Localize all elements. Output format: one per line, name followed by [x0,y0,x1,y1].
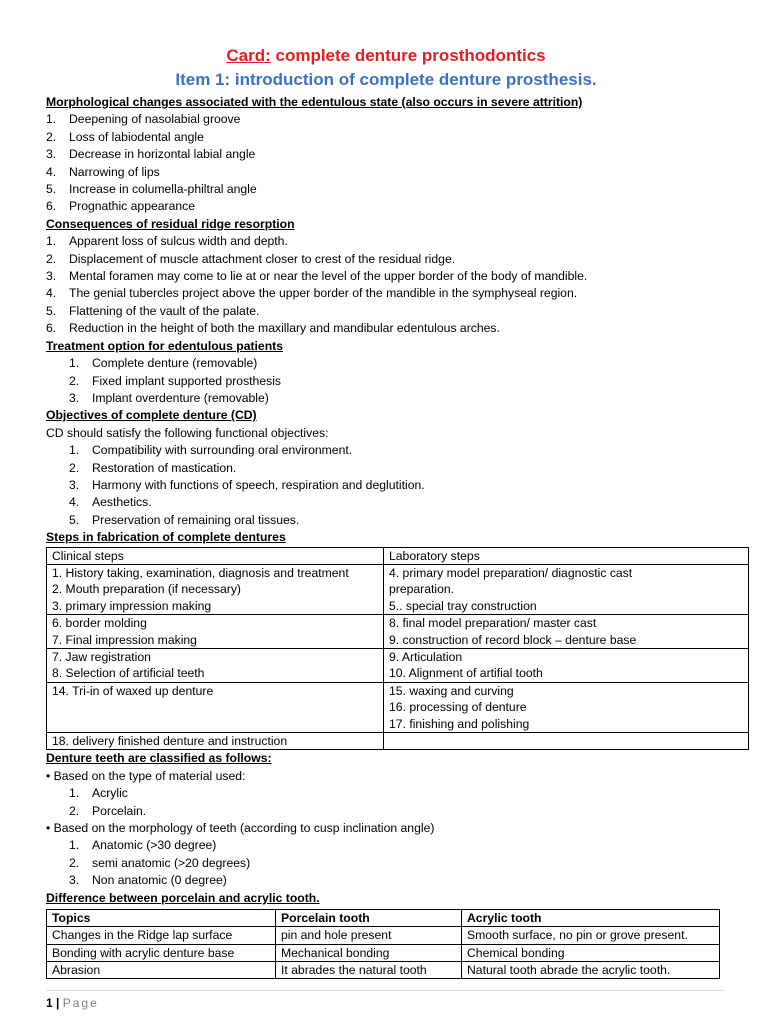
list-item: 3. Implant overdenture (removable) [69,390,269,405]
morphology-label: • Based on the morphology of teeth (according to cusp inclination angle) [46,821,435,836]
table-cell: 6. border molding 7. Final impression making [47,615,384,649]
material-list [46,785,726,820]
list-item: 5. Preservation of remaining oral tissues. [69,512,300,527]
material-label: • Based on the type of material used: [46,768,246,783]
list-item: 3. Harmony with functions of speech, respiration and deglutition. [69,477,425,492]
page-content [46,44,726,979]
list-item: 4. The genial tubercles project above the upper border of the mandible in the symphyseal region. [46,286,578,301]
table-cell: Changes in the Ridge lap surface [47,927,276,944]
list-item: 2. Displacement of muscle attachment closer to crest of the residual ridge. [46,251,456,266]
list-item: 6. Reduction in the height of both the maxillary and mandibular edentulous arches. [46,321,500,336]
table-cell: pin and hole present [276,927,462,944]
table-cell: 4. primary model preparation/ diagnostic cast preparation. 5.. special tray construction [384,564,749,614]
list-item: 3. Non anatomic (0 degree) [69,873,227,888]
list-item: 1. Acrylic [69,786,128,801]
list-item: 1. Apparent loss of sulcus width and depth. [46,234,288,249]
resorption-heading: Consequences of residual ridge resorption [46,216,295,231]
list-item: 6. Prognathic appearance [46,199,196,214]
steps-table [46,547,749,751]
steps-heading: Steps in fabrication of complete dentures [46,530,286,545]
table-header-cell: Acrylic tooth [462,910,720,927]
list-item: 2. semi anatomic (>20 degrees) [69,855,251,870]
treatment-list [46,355,726,407]
page-footer [46,990,724,1012]
table-cell: 8. final model preparation/ master cast 9. construction of record block – denture base [384,615,749,649]
difference-heading: Difference between porcelain and acrylic tooth. [46,890,320,905]
table-cell: It abrades the natural tooth [276,961,462,978]
list-item: 1. Anatomic (>30 degree) [69,838,217,853]
difference-table [46,909,720,979]
item-title: Item 1: introduction of complete denture prosthesis. [175,70,597,89]
list-item: 5. Flattening of the vault of the palate. [46,303,260,318]
objectives-intro: CD should satisfy the following functional objectives: [46,425,329,440]
morph-heading: Morphological changes associated with the edentulous state (also occurs in severe attrition) [46,95,583,109]
table-header-cell: Laboratory steps [384,547,749,564]
table-cell: Natural tooth abrade the acrylic tooth. [462,961,720,978]
morphology-list [46,837,726,889]
objectives-heading: Objectives of complete denture (CD) [46,408,257,423]
card-label: Card: [226,46,271,65]
table-cell: Mechanical bonding [276,944,462,961]
table-row [47,733,749,750]
card-title-text: complete denture prosthodontics [270,46,546,65]
list-item: 4. Aesthetics. [69,495,152,510]
resorption-list [46,233,726,337]
list-item: 4. Narrowing of lips [46,164,160,179]
table-cell: Abrasion [47,961,276,978]
list-item: 2. Fixed implant supported prosthesis [69,373,282,388]
table-cell: 14. Tri-in of waxed up denture [47,682,384,732]
page-number: 1 [46,996,53,1010]
table-row [47,944,720,961]
footer-separator: | [52,996,63,1010]
list-item: 3. Mental foramen may come to lie at or near the level of the upper border of the body of mandible. [46,269,588,284]
list-item: 2. Restoration of mastication. [69,460,237,475]
table-row [47,927,720,944]
table-cell: Bonding with acrylic denture base [47,944,276,961]
table-header-row [47,547,749,564]
objectives-list [46,442,726,529]
table-cell: Smooth surface, no pin or grove present. [462,927,720,944]
list-item: 1. Deepening of nasolabial groove [46,112,241,127]
table-row [47,615,749,649]
table-header-cell: Porcelain tooth [276,910,462,927]
table-cell: 9. Articulation 10. Alignment of artifial tooth [384,649,749,683]
table-row [47,961,720,978]
page-label: Page [62,996,99,1010]
table-header-cell: Clinical steps [47,547,384,564]
table-cell: 18. delivery finished denture and instruction [47,733,384,750]
table-cell: 15. waxing and curving 16. processing of denture 17. finishing and polishing [384,682,749,732]
list-item: 2. Loss of labiodental angle [46,129,204,144]
list-item: 2. Porcelain. [69,803,147,818]
table-cell: Chemical bonding [462,944,720,961]
table-cell: 7. Jaw registration 8. Selection of artificial teeth [47,649,384,683]
table-row [47,564,749,614]
teeth-heading: Denture teeth are classified as follows: [46,751,272,766]
table-header-row [47,910,720,927]
table-row [47,649,749,683]
card-title [46,44,726,68]
table-row [47,682,749,732]
list-item: 1. Complete denture (removable) [69,356,258,371]
list-item: 5. Increase in columella-philtral angle [46,182,257,197]
table-cell [384,733,749,750]
list-item: 1. Compatibility with surrounding oral environment. [69,443,353,458]
table-header-cell: Topics [47,910,276,927]
morph-list [46,111,726,215]
treatment-heading: Treatment option for edentulous patients [46,338,283,353]
table-cell: 1. History taking, examination, diagnosis and treatment 2. Mouth preparation (if necessary) 3. primary impression making [47,564,384,614]
list-item: 3. Decrease in horizontal labial angle [46,147,256,162]
